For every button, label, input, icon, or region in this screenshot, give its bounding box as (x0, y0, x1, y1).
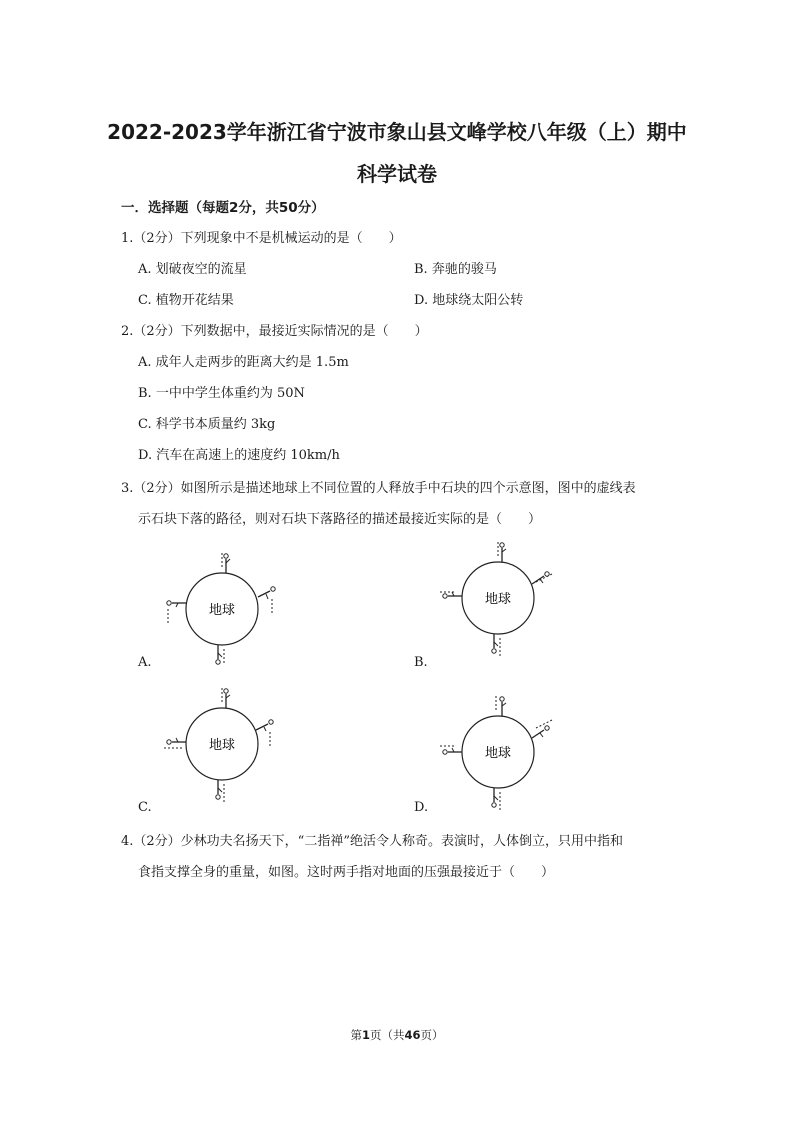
footer-total-pages: 46 (404, 1028, 421, 1042)
question-4-stem-line1: 4.（2分）少林功夫名扬天下，“二指禅”绝活令人称奇。表演时，人体倒立，只用中指和 (121, 834, 623, 849)
footer-page-number: 1 (361, 1028, 370, 1042)
question-3-option-b: B. (414, 655, 428, 670)
figure-b-earth-diagram (436, 538, 566, 662)
footer-prefix: 第 (350, 1028, 362, 1042)
figure-c-earth-diagram (160, 684, 290, 808)
question-2-option-b: B. 一中中学生体重约为 50N (138, 386, 305, 401)
footer-middle: 页（共 (370, 1028, 405, 1042)
page-footer (0, 1027, 794, 1043)
question-2-option-c: C. 科学书本质量约 3kg (138, 417, 276, 432)
question-3-stem-line2: 示石块下落的路径，则对石块下落路径的描述最接近实际的是（ ） (138, 512, 542, 527)
question-3-option-d: D. (414, 800, 429, 815)
figure-d-earth-label: 地球 (484, 746, 512, 761)
question-1-option-b: B. 奔驰的骏马 (414, 262, 497, 277)
footer-suffix: 页） (420, 1028, 444, 1042)
question-1-option-a: A. 划破夜空的流星 (138, 262, 247, 277)
question-3-option-a: A. (138, 655, 152, 670)
page-title: 2022-2023学年浙江省宁波市象山县文峰学校八年级（上）期中 (107, 120, 687, 144)
question-1-option-c: C. 植物开花结果 (138, 293, 234, 308)
figure-a-earth-label: 地球 (208, 603, 236, 618)
question-1-stem: 1.（2分）下列现象中不是机械运动的是（ ） (121, 231, 402, 246)
figure-a-earth-diagram (160, 545, 290, 667)
question-2-option-a: A. 成年人走两步的距离大约是 1.5m (138, 355, 349, 370)
question-2-option-d: D. 汽车在高速上的速度约 10km/h (138, 448, 340, 463)
question-2-stem: 2.（2分）下列数据中，最接近实际情况的是（ ） (121, 324, 428, 339)
section-heading: 一．选择题（每题2分，共50分） (121, 200, 325, 216)
figure-c-earth-label: 地球 (208, 738, 236, 753)
question-1-option-d: D. 地球绕太阳公转 (414, 293, 524, 308)
question-3-stem-line1: 3.（2分）如图所示是描述地球上不同位置的人释放手中石块的四个示意图，图中的虚线表 (121, 481, 636, 496)
question-4-stem-line2: 食指支撑全身的重量，如图。这时两手指对地面的压强最接近于（ ） (138, 865, 555, 880)
figure-d-earth-diagram (436, 690, 566, 814)
page-subtitle: 科学试卷 (357, 162, 437, 186)
question-3-option-c: C. (138, 800, 152, 815)
figure-b-earth-label: 地球 (484, 592, 512, 607)
